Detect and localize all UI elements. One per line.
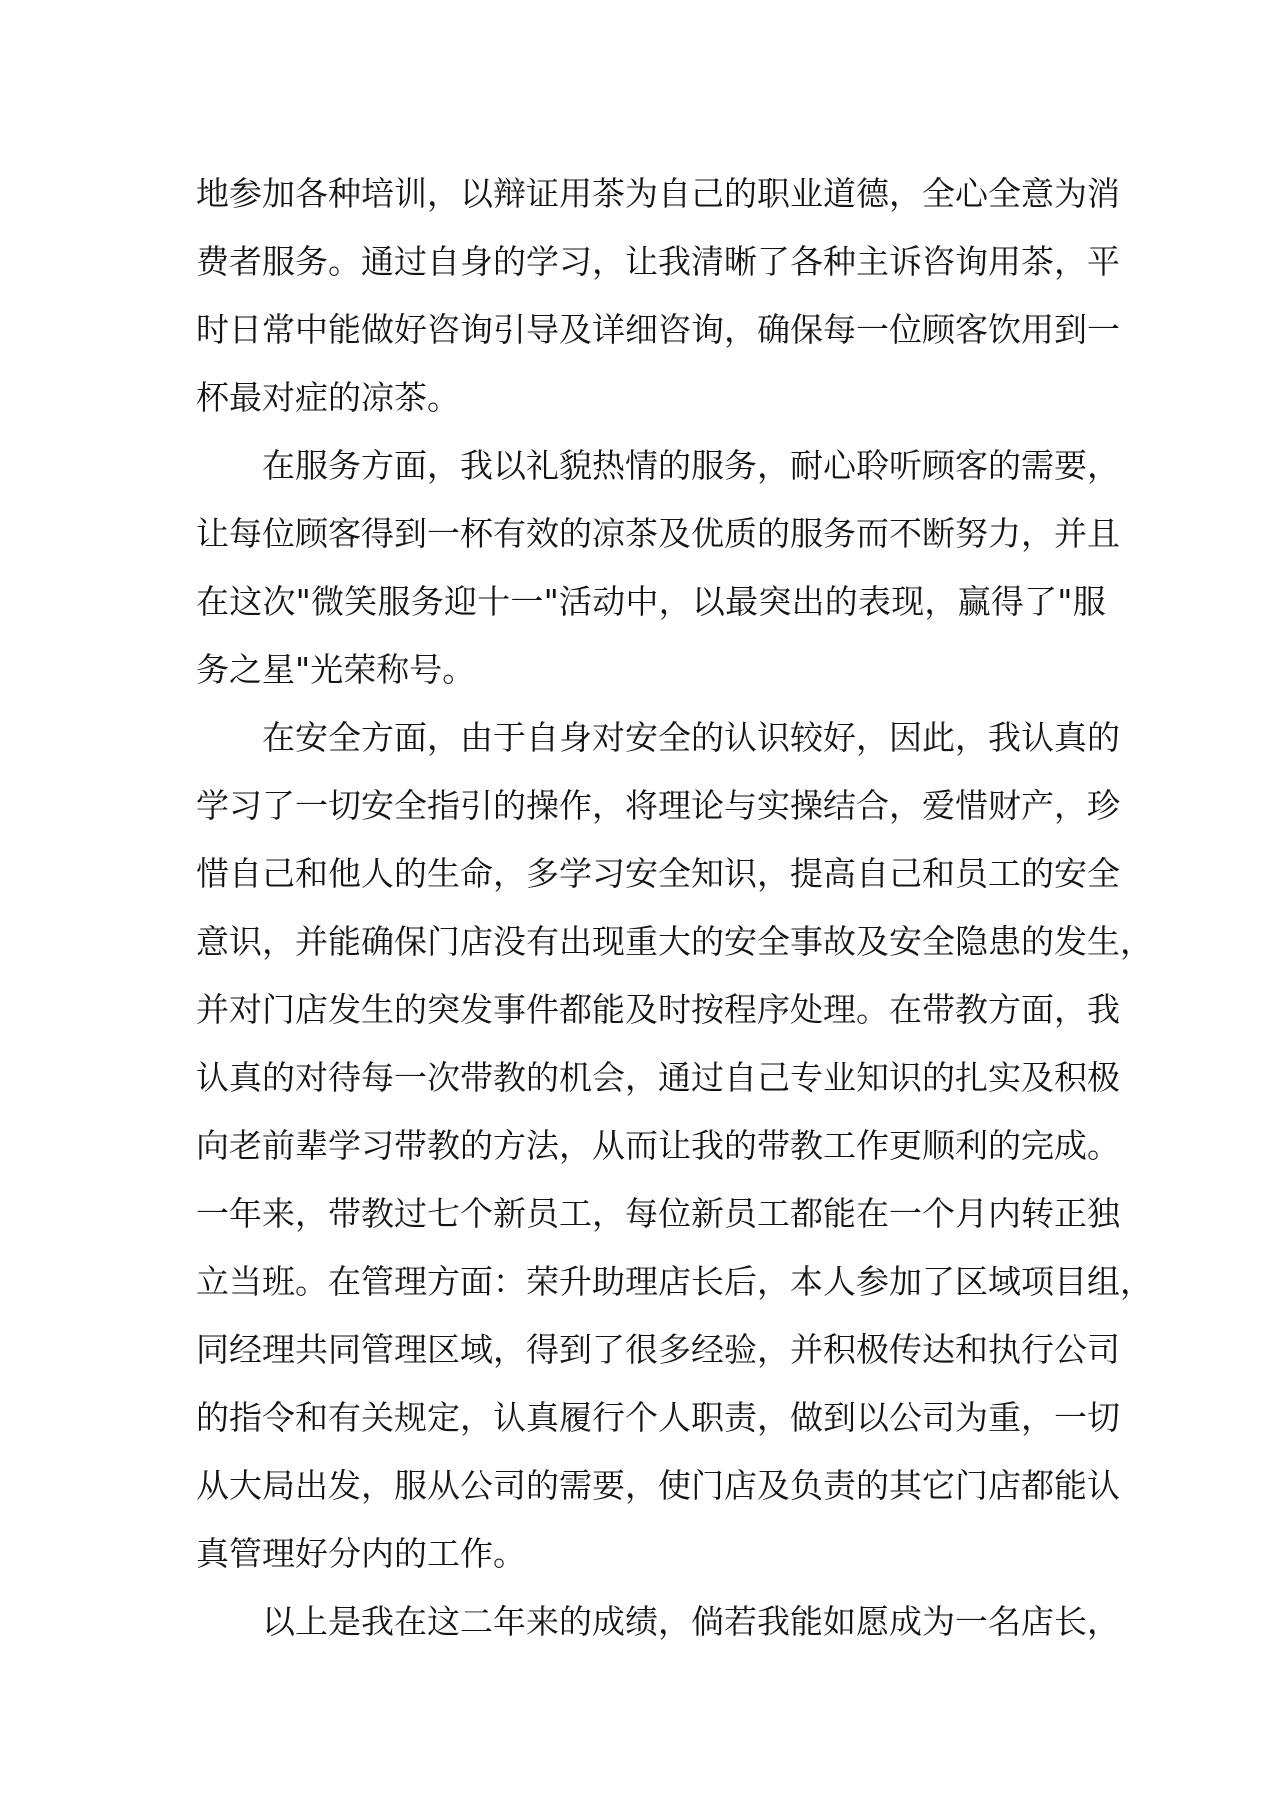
text-line: 学 习 了 一 切 安 全 指 引 的 操 作 ， 将 理 论 与 实 操 结 合 ， 爱 惜 财 产 ， 珍: [196, 786, 1120, 825]
text-line: 在 服 务 方 面 ， 我 以 礼 貌 热 情 的 服 务 ， 耐 心 聆 听 顾 客 的 需 要 ，: [262, 446, 1120, 485]
text-line: 杯 最 对 症 的 凉 茶 。: [196, 378, 460, 417]
paragraph: [196, 160, 1120, 432]
text-line: 一 年 来 ， 带 教 过 七 个 新 员 工 ， 每 位 新 员 工 都 能 在 一 个 月 内 转 正 独: [196, 1194, 1120, 1233]
text-line: 认 真 的 对 待 每 一 次 带 教 的 机 会 ， 通 过 自 己 专 业 知 识 的 扎 实 及 积 极: [196, 1058, 1120, 1097]
paragraph: [196, 704, 1153, 1588]
text-line: 从 大 局 出 发 ， 服 从 公 司 的 需 要 ， 使 门 店 及 负 责 的 其 它 门 店 都 能 认: [196, 1466, 1120, 1505]
text-line: 并 对 门 店 发 生 的 突 发 事 件 都 能 及 时 按 程 序 处 理 。 在 带 教 方 面 ， 我: [196, 990, 1120, 1029]
paragraph: [196, 1588, 1120, 1656]
text-line: 在 安 全 方 面 ， 由 于 自 身 对 安 全 的 认 识 较 好 ， 因 此 ， 我 认 真 的: [262, 718, 1120, 757]
text-line: 以 上 是 我 在 这 二 年 来 的 成 绩 ， 倘 若 我 能 如 愿 成 为 一 名 店 长 ，: [262, 1602, 1120, 1641]
text-line: 向 老 前 辈 学 习 带 教 的 方 法 ， 从 而 让 我 的 带 教 工 作 更 顺 利 的 完 成 。: [196, 1126, 1120, 1165]
text-line: 真 管 理 好 分 内 的 工 作 。: [196, 1534, 526, 1573]
text-line: 惜 自 己 和 他 人 的 生 命 ， 多 学 习 安 全 知 识 ， 提 高 自 己 和 员 工 的 安 全: [196, 854, 1120, 893]
text-line: 的 指 令 和 有 关 规 定 ， 认 真 履 行 个 人 职 责 ， 做 到 以 公 司 为 重 ， 一 切: [196, 1398, 1120, 1437]
text-line: 同 经 理 共 同 管 理 区 域 ， 得 到 了 很 多 经 验 ， 并 积 极 传 达 和 执 行 公 司: [196, 1330, 1120, 1369]
text-line: 让 每 位 顾 客 得 到 一 杯 有 效 的 凉 茶 及 优 质 的 服 务 而 不 断 努 力 ， 并 且: [196, 514, 1120, 553]
text-line: 时 日 常 中 能 做 好 咨 询 引 导 及 详 细 咨 询 ， 确 保 每 一 位 顾 客 饮 用 到 一: [196, 310, 1120, 349]
text-line: 地 参 加 各 种 培 训 ， 以 辩 证 用 茶 为 自 己 的 职 业 道 德 ， 全 心 全 意 为 消: [196, 174, 1120, 213]
text-line: 务 之 星 " 光 荣 称 号 。: [196, 650, 476, 689]
text-line: 意 识 ， 并 能 确 保 门 店 没 有 出 现 重 大 的 安 全 事 故 及 安 全 隐 患 的 发 生 ，: [196, 922, 1153, 961]
text-line: 立 当 班 。 在 管 理 方 面 ： 荣 升 助 理 店 长 后 ， 本 人 参 加 了 区 域 项 目 组 ，: [196, 1262, 1153, 1301]
text-line: 在 这 次 " 微 笑 服 务 迎 十 一 " 活 动 中 ， 以 最 突 出 的 表 现 ， 赢 得 了 " 服: [196, 582, 1106, 621]
text-line: 费 者 服 务 。 通 过 自 身 的 学 习 ， 让 我 清 晰 了 各 种 主 诉 咨 询 用 茶 ， 平: [196, 242, 1120, 281]
paragraph: [196, 432, 1120, 704]
body-text: [196, 160, 1153, 1656]
